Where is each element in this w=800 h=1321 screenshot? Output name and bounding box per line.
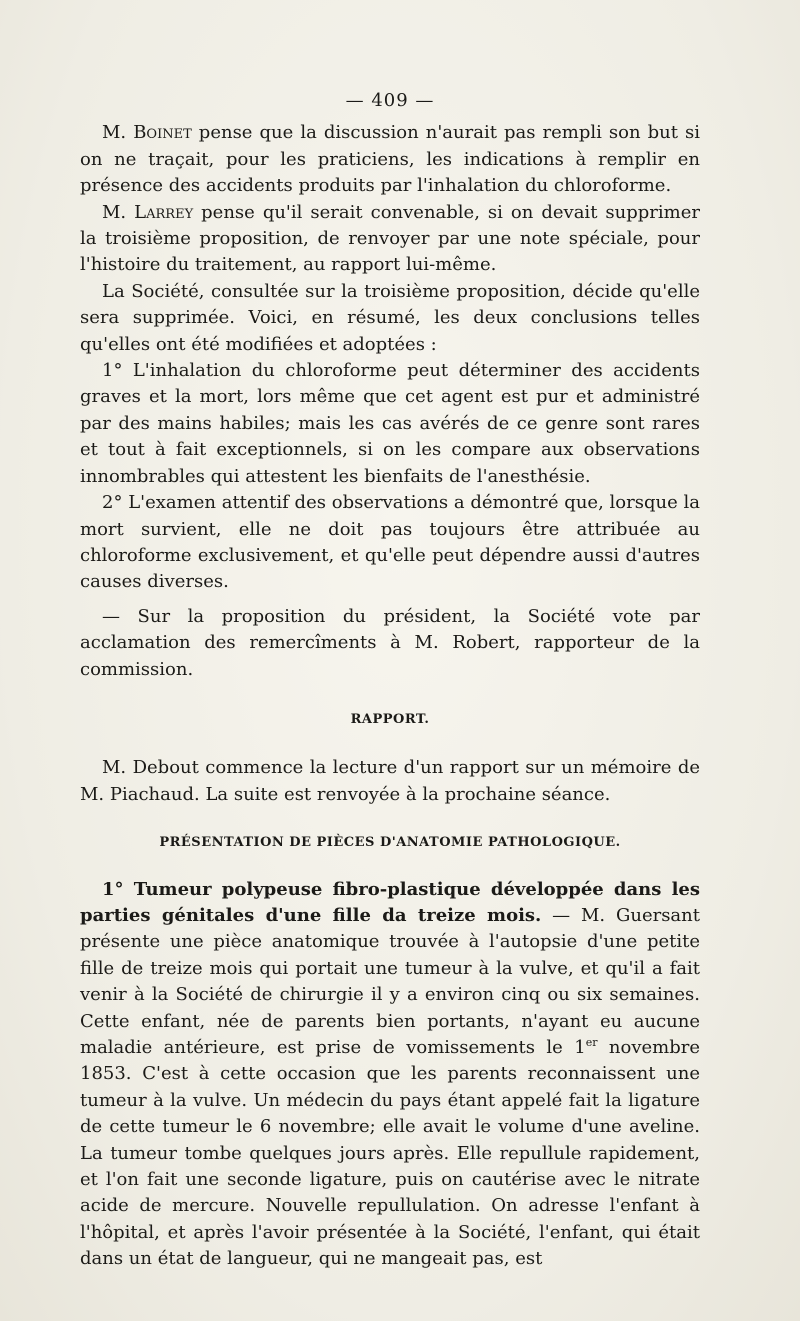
paragraph-tumeur-text-b: novembre 1853. C'est à cette occasion que les parents reconnaissent une tumeur à la vulve. Un médecin du pays étant appelé fait la ligature de cette tumeur le 6 novembre; elle avait le volume d'une aveline. La tumeur tombe quelques jours après. Elle repullule rapidement, et l'on fait une seconde ligature, puis on cautérise avec le nitrate acide de mercure. Nouvelle repullulation. On adresse l'enfant à l'hôpital, et après l'avoir présentée à la Société, l'enfant, qui était dans un état de langueur, qui ne mangeait pas, est: [80, 1037, 700, 1270]
label-m: M.: [102, 122, 134, 144]
paragraph-societe: La Société, consultée sur la troisième proposition, décide qu'elle sera supprimée. Voici, en résumé, les deux conclusions telles qu'elles ont été modifiées et adoptées :: [80, 280, 700, 355]
paragraph-remerciments: — Sur la proposition du président, la Société vote par acclamation des remercîments à M. Robert, rapporteur de la commission.: [80, 605, 700, 680]
item-title: 1° Tumeur polypeuse fibro-plastique développée dans les parties génitales d'une fille da treize mois.: [80, 878, 700, 926]
paragraph-tumeur: [80, 877, 700, 1273]
conclusion-2: 2° L'examen attentif des observations a démontré que, lorsque la mort survient, elle ne doit pas toujours être attribuée au chloroforme exclusivement, et qu'elle peut dépendre aussi d'autres causes diverses.: [80, 492, 700, 593]
label-m: M.: [102, 201, 135, 223]
conclusion-1: 1° L'inhalation du chloroforme peut déterminer des accidents graves et la mort, lors même que cet agent est pur et administré par des mains habiles; mais les cas avérés de ce genre sont rares et tout à fait exceptionnels, si on les compare aux observations innombrables qui attestent les bienfaits de l'anesthésie.: [80, 360, 700, 487]
paragraph-rapport: M. Debout commence la lecture d'un rapport sur un mémoire de M. Piachaud. La suite est renvoyée à la prochaine séance.: [80, 757, 700, 805]
text-block: [80, 88, 700, 1273]
superscript-er: er: [585, 1036, 598, 1049]
paragraph-boinet-text: pense que la discussion n'aurait pas rempli son but si on ne traçait, pour les praticiens, les indications à remplir en présence des accidents produits par l'inhalation du chloroforme.: [80, 122, 700, 197]
paragraph-larrey: [80, 200, 700, 279]
paragraph-tumeur-text-a: — M. Guersant présente une pièce anatomique trouvée à l'autopsie d'une petite fille de treize mois qui portait une tumeur à la vulve, et qu'il a fait venir à la Société de chirurgie il y a environ cinq ou six semaines. Cette enfant, née de parents bien portants, n'ayant eu aucune maladie antérieure, est prise de vomissements le 1: [80, 904, 700, 1058]
page-number: — 409 —: [345, 90, 435, 111]
heading-presentation: PRÉSENTATION DE PIÈCES D'ANATOMIE PATHOLOGIQUE.: [159, 835, 621, 851]
paragraph-larrey-text: pense qu'il serait convenable, si on devait supprimer la troisième proposition, de renvoyer par une note spéciale, pour l'histoire du traitement, au rapport lui-même.: [80, 201, 700, 276]
paragraph-boinet: [80, 120, 700, 199]
speaker-boinet: Boinet: [133, 122, 192, 144]
heading-rapport: RAPPORT.: [350, 711, 430, 727]
speaker-larrey: Larrey: [134, 201, 194, 223]
